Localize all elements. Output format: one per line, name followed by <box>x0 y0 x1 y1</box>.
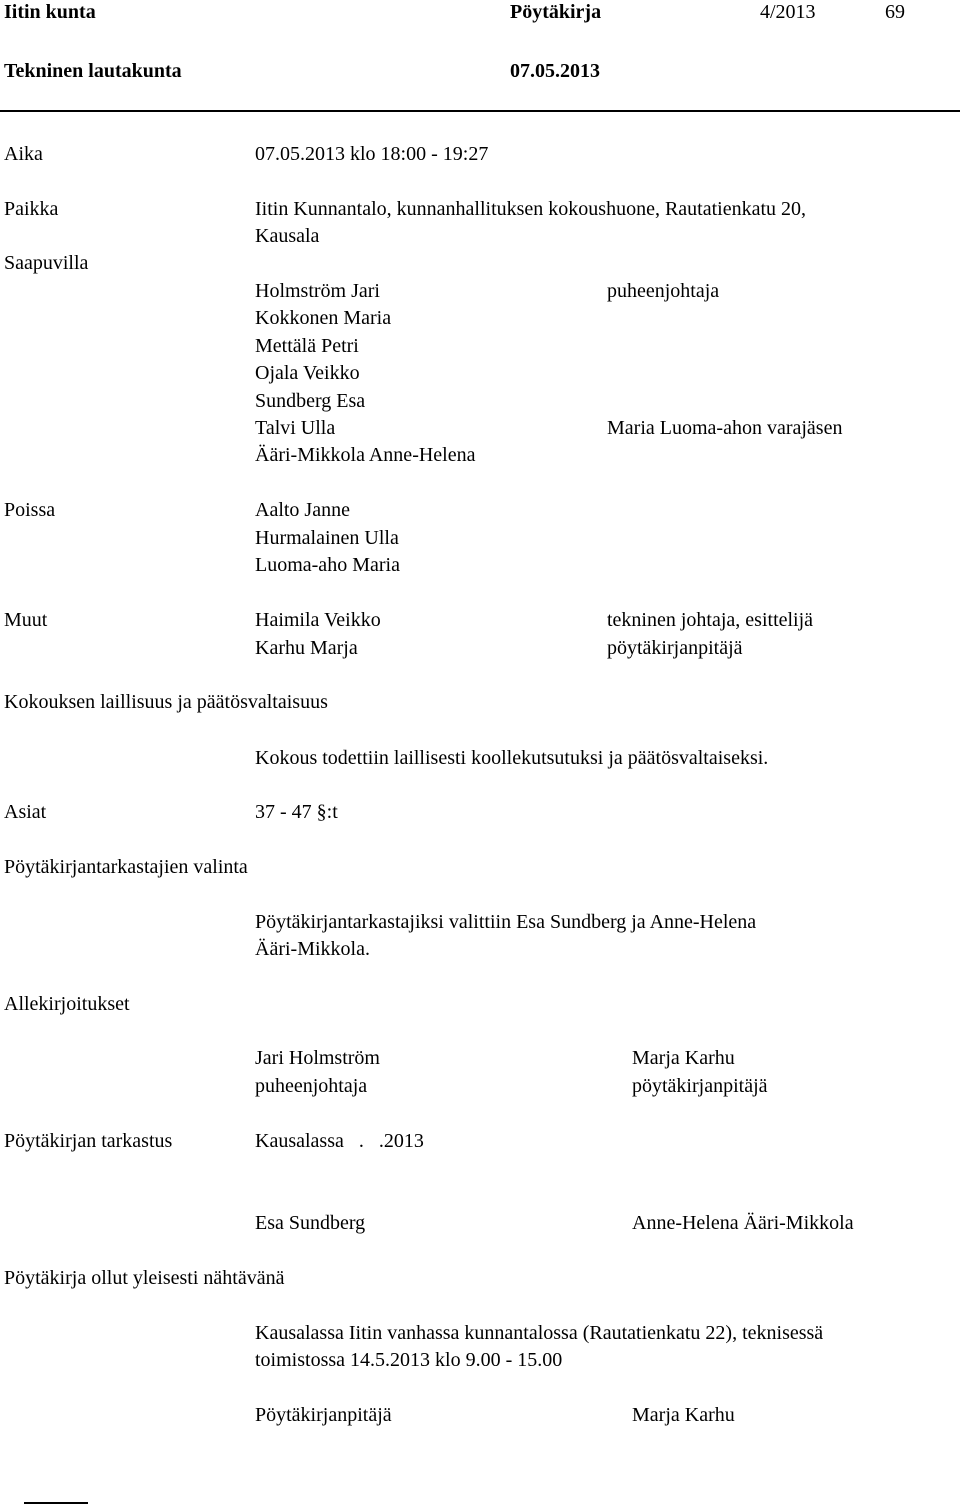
others-member-role: tekninen johtaja, esittelijä <box>607 609 814 631</box>
review-place-date: Kausalassa . .2013 <box>255 1130 424 1152</box>
present-member: Mettälä Petri <box>255 335 359 357</box>
public-sign-name: Marja Karhu <box>632 1404 735 1426</box>
time-label: Aika <box>4 143 43 165</box>
legality-heading: Kokouksen laillisuus ja päätösvaltaisuus <box>4 691 328 713</box>
present-member: Kokkonen Maria <box>255 307 392 329</box>
absent-member: Hurmalainen Ulla <box>255 527 399 549</box>
footnote-divider <box>24 1502 88 1504</box>
reviewers-text-line1: Pöytäkirjantarkastajiksi valittiin Esa Sundberg ja Anne-Helena <box>255 911 757 933</box>
protocol-issue: 4/2013 <box>760 1 816 23</box>
place-value-line2: Kausala <box>255 225 320 247</box>
reviewers-text-line2: Ääri-Mikkola. <box>255 938 370 960</box>
present-member: Ääri-Mikkola Anne-Helena <box>255 444 476 466</box>
others-member: Karhu Marja <box>255 637 358 659</box>
absent-member: Aalto Janne <box>255 499 350 521</box>
committee-name: Tekninen lautakunta <box>4 60 182 82</box>
signatures-heading: Allekirjoitukset <box>4 993 130 1015</box>
reviewer-left-name: Esa Sundberg <box>255 1212 366 1234</box>
others-member: Haimila Veikko <box>255 609 381 631</box>
signature-right-role: pöytäkirjanpitäjä <box>632 1075 768 1097</box>
present-label: Saapuvilla <box>4 252 89 274</box>
present-member: Sundberg Esa <box>255 390 366 412</box>
place-value-line1: Iitin Kunnantalo, kunnanhallituksen kokoushuone, Rautatienkatu 20, <box>255 198 807 220</box>
public-text-line2: toimistossa 14.5.2013 klo 9.00 - 15.00 <box>255 1349 563 1371</box>
signature-left-name: Jari Holmström <box>255 1047 380 1069</box>
present-member-role: puheenjohtaja <box>607 280 720 302</box>
items-label: Asiat <box>4 801 47 823</box>
page-number: 69 <box>885 1 905 23</box>
public-sign-label: Pöytäkirjanpitäjä <box>255 1404 392 1426</box>
legality-text: Kokous todettiin laillisesti koollekutsutuksi ja päätösvaltaiseksi. <box>255 747 769 769</box>
absent-member: Luoma-aho Maria <box>255 554 400 576</box>
reviewer-right-name: Anne-Helena Ääri-Mikkola <box>632 1212 854 1234</box>
review-label: Pöytäkirjan tarkastus <box>4 1130 173 1152</box>
meeting-date: 07.05.2013 <box>510 60 600 82</box>
signature-right-name: Marja Karhu <box>632 1047 735 1069</box>
place-label: Paikka <box>4 198 59 220</box>
present-member: Ojala Veikko <box>255 362 360 384</box>
time-value: 07.05.2013 klo 18:00 - 19:27 <box>255 143 489 165</box>
public-text-line1: Kausalassa Iitin vanhassa kunnantalossa (Rautatienkatu 22), teknisessä <box>255 1322 824 1344</box>
present-member-role: Maria Luoma-ahon varajäsen <box>607 417 843 439</box>
document-type: Pöytäkirja <box>510 1 602 23</box>
present-member: Holmström Jari <box>255 280 380 302</box>
present-member: Talvi Ulla <box>255 417 336 439</box>
reviewers-heading: Pöytäkirjantarkastajien valinta <box>4 856 248 878</box>
signature-left-role: puheenjohtaja <box>255 1075 368 1097</box>
others-label: Muut <box>4 609 48 631</box>
items-value: 37 - 47 §:t <box>255 801 338 823</box>
public-heading: Pöytäkirja ollut yleisesti nähtävänä <box>4 1267 285 1289</box>
absent-label: Poissa <box>4 499 56 521</box>
others-member-role: pöytäkirjanpitäjä <box>607 637 743 659</box>
municipality-name: Iitin kunta <box>4 1 96 23</box>
header-divider <box>0 110 960 112</box>
